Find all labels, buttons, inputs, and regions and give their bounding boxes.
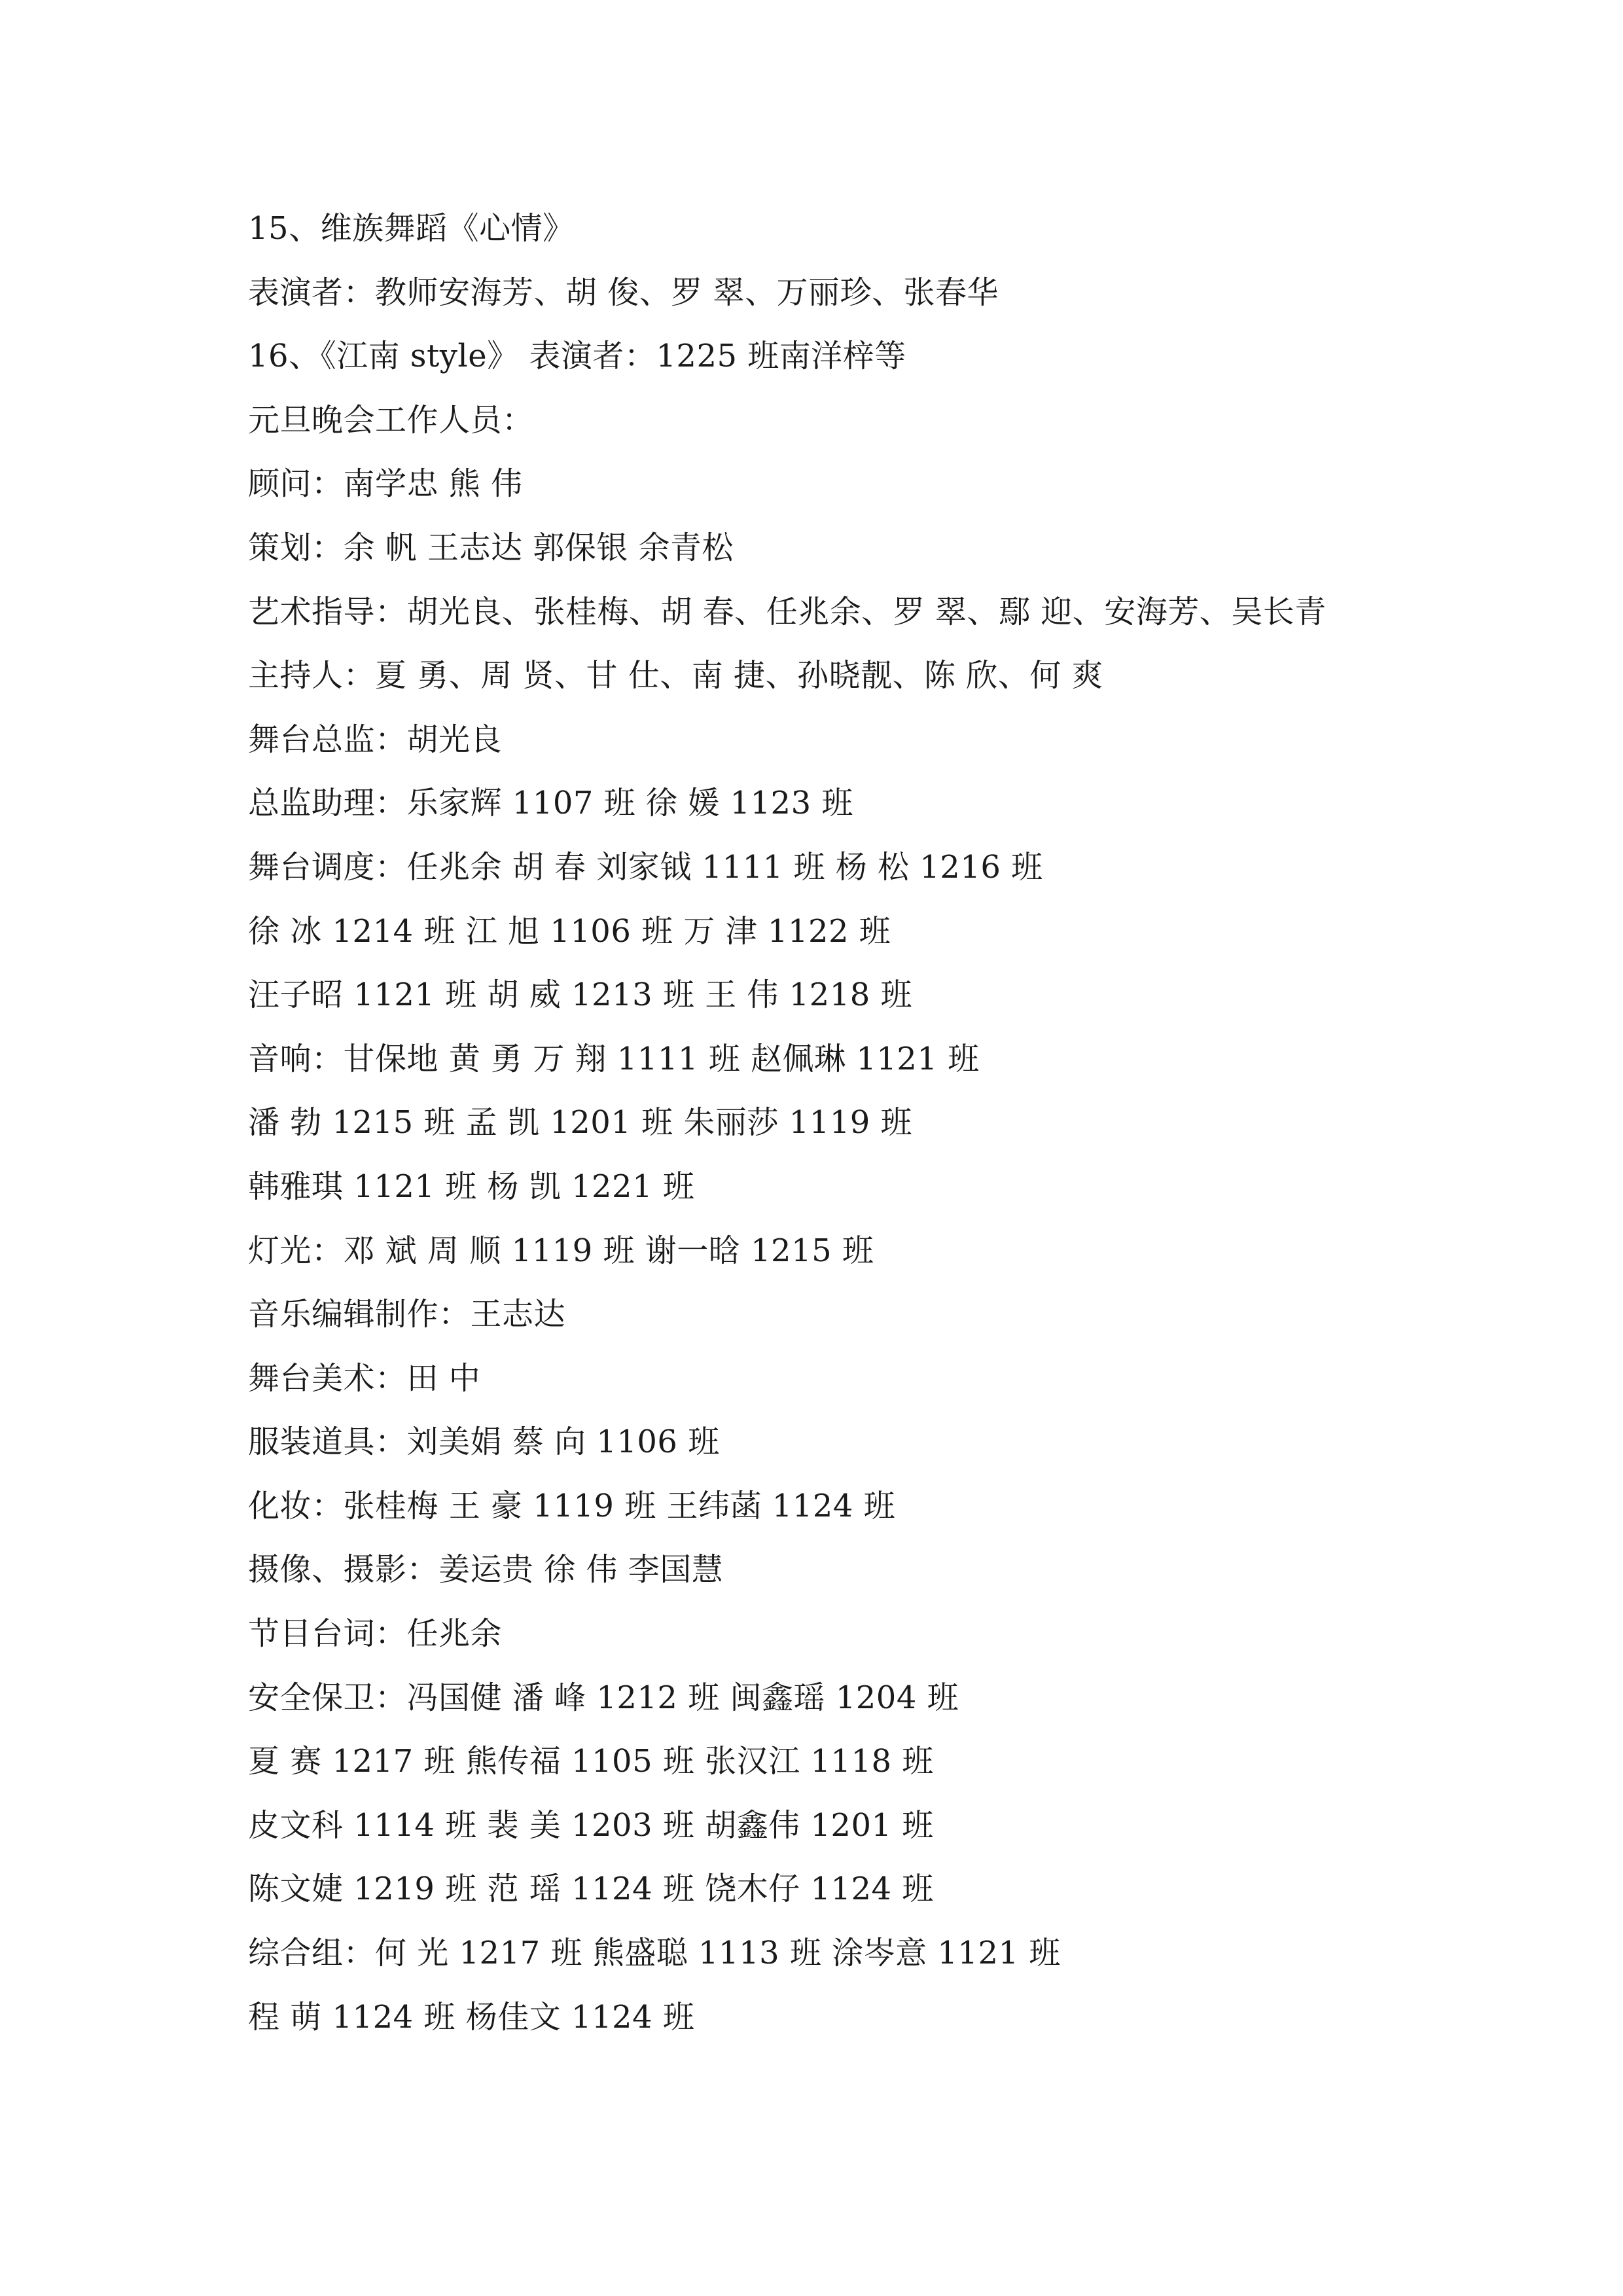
text-line: 节目台词：任兆余 (248, 1615, 503, 1653)
text-line: 夏 赛 1217 班 熊传福 1105 班 张汉江 1118 班 (248, 1743, 934, 1780)
text-line: 舞台美术：田 中 (248, 1359, 481, 1397)
text-line: 16、《江南 style》 表演者：1225 班南洋梓等 (248, 338, 906, 375)
text-line: 综合组：何 光 1217 班 熊盛聪 1113 班 涂岑意 1121 班 (248, 1935, 1061, 1972)
text-line: 安全保卫：冯国健 潘 峰 1212 班 闽鑫瑶 1204 班 (248, 1679, 959, 1716)
text-line: 程 萌 1124 班 杨佳文 1124 班 (248, 1998, 695, 2036)
text-line: 舞台调度：任兆余 胡 春 刘家钺 1111 班 杨 松 1216 班 (248, 848, 1043, 886)
text-line: 汪子昭 1121 班 胡 威 1213 班 王 伟 1218 班 (248, 977, 913, 1014)
text-line: 皮文科 1114 班 裴 美 1203 班 胡鑫伟 1201 班 (248, 1806, 934, 1844)
text-line: 徐 冰 1214 班 江 旭 1106 班 万 津 1122 班 (248, 912, 891, 950)
text-line: 潘 勃 1215 班 孟 凯 1201 班 朱丽莎 1119 班 (248, 1104, 913, 1141)
text-line: 服装道具：刘美娟 蔡 向 1106 班 (248, 1424, 720, 1461)
text-line: 韩雅琪 1121 班 杨 凯 1221 班 (248, 1168, 695, 1205)
text-line: 舞台总监：胡光良 (248, 721, 503, 758)
text-line: 化妆：张桂梅 王 豪 1119 班 王纬菡 1124 班 (248, 1487, 896, 1524)
text-line: 摄像、摄影：姜运贵 徐 伟 李国慧 (248, 1551, 724, 1588)
text-line: 艺术指导：胡光良、张桂梅、胡 春、任兆余、罗 翠、鄢 迎、安海芳、吴长青 (248, 593, 1327, 630)
document-body (248, 208, 1459, 2060)
text-line: 15、维族舞蹈《心情》 (248, 210, 575, 247)
text-line: 灯光：邓 斌 周 顺 1119 班 谢一晗 1215 班 (248, 1232, 874, 1269)
text-line: 音乐编辑制作：王志达 (248, 1296, 566, 1333)
text-line: 元旦晚会工作人员： (248, 401, 534, 439)
text-line: 表演者：教师安海芳、胡 俊、罗 翠、万丽珍、张春华 (248, 274, 999, 311)
text-line: 主持人：夏 勇、周 贤、甘 仕、南 捷、孙晓靓、陈 欣、何 爽 (248, 657, 1104, 694)
text-line: 策划：余 帆 王志达 郭保银 余青松 (248, 529, 734, 566)
text-line: 陈文婕 1219 班 范 瑶 1124 班 饶木仔 1124 班 (248, 1871, 934, 1908)
text-line: 顾问：南学忠 熊 伟 (248, 465, 523, 503)
text-line: 音响：甘保地 黄 勇 万 翔 1111 班 赵佩琳 1121 班 (248, 1040, 980, 1077)
text-line: 总监助理：乐家辉 1107 班 徐 媛 1123 班 (248, 785, 853, 822)
